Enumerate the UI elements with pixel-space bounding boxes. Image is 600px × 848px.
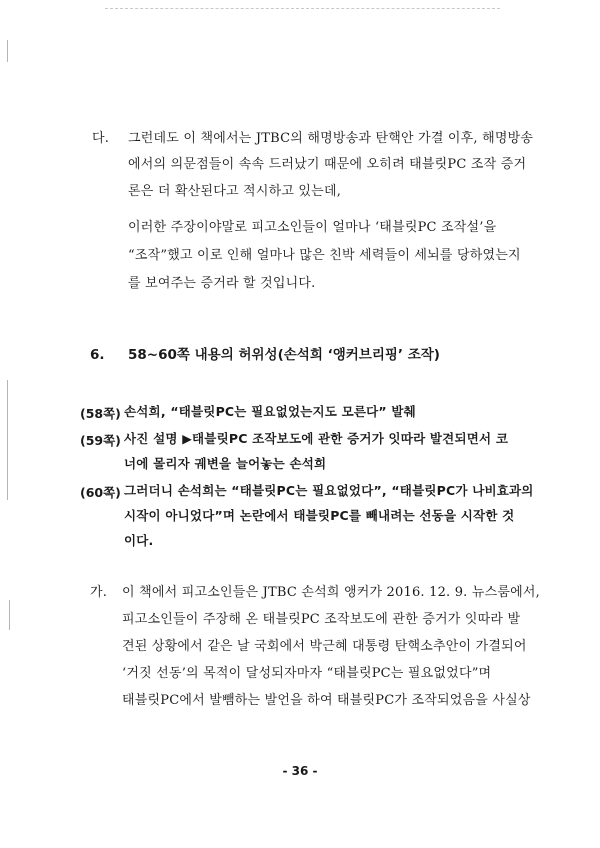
quote-line: 그러더니 손석희는 “태블릿PC는 필요없었다”, “태블릿PC가 나비효과의	[124, 483, 534, 498]
paragraph-line: 이 책에서 피고소인들은 JTBC 손석희 앵커가 2016. 12. 9. 뉴스룸에서,	[122, 585, 540, 600]
section-marker: 다.	[92, 131, 110, 146]
paragraph-line: 이러한 주장이야말로 피고소인들이 얼마나 ‘태블릿PC 조작설’을	[128, 220, 497, 235]
quote-line: 시작이 아니었다”며 논란에서 태블릿PC를 빼내려는 선동을 시작한 것	[124, 508, 515, 523]
quote-page-tag: (58쪽)	[80, 406, 121, 421]
paragraph-line: 를 보여주는 증거라 할 것입니다.	[128, 276, 316, 291]
paragraph-line: 피고소인들이 주장해 온 태블릿PC 조작보도에 관한 증거가 잇따라 발	[122, 612, 521, 627]
paragraph-line: 태블릿PC에서 발뺌하는 발언을 하여 태블릿PC가 조작되었음을 사실상	[122, 693, 531, 708]
quote-line: 너에 몰리자 궤변을 늘어놓는 손석희	[124, 456, 327, 471]
paragraph-line: ‘거짓 선동’의 목적이 달성되자마자 “태블릿PC는 필요없었다”며	[122, 666, 492, 681]
quote-page-tag: (59쪽)	[80, 433, 121, 448]
quote-page-tag: (60쪽)	[80, 485, 121, 500]
section-marker: 가.	[90, 585, 108, 600]
scan-edge-mark	[7, 380, 8, 500]
scan-edge-mark	[7, 40, 8, 62]
scan-edge-mark	[9, 600, 10, 630]
heading-number: 6.	[90, 347, 105, 363]
paragraph-line: 에서의 의문점들이 속속 드러났기 때문에 오히려 태블릿PC 조작 증거	[128, 157, 527, 172]
paragraph-line: 견된 상황에서 같은 날 국회에서 박근혜 대통령 탄핵소추안이 가결되어	[122, 639, 527, 654]
quote-line: 손석희, “태블릿PC는 필요없었는지도 모른다” 발췌	[124, 404, 416, 419]
paragraph-line: 그런데도 이 책에서는 JTBC의 해명방송과 탄핵안 가결 이후, 해명방송	[128, 131, 534, 146]
paragraph-line: 론은 더 확산된다고 적시하고 있는데,	[128, 184, 342, 199]
heading-title: 58~60쪽 내용의 허위성(손석희 ‘앵커브리핑’ 조작)	[128, 347, 440, 363]
quote-line: 사진 설명 ▶태블릿PC 조작보도에 관한 증거가 잇따라 발견되면서 코	[124, 431, 509, 446]
page-number: - 36 -	[282, 764, 318, 778]
scan-top-edge	[105, 8, 500, 9]
section-heading	[90, 343, 440, 363]
paragraph-line: “조작”했고 이로 인해 얼마나 많은 친박 세력들이 세뇌를 당하였는지	[128, 248, 521, 263]
quote-line: 이다.	[124, 533, 154, 548]
